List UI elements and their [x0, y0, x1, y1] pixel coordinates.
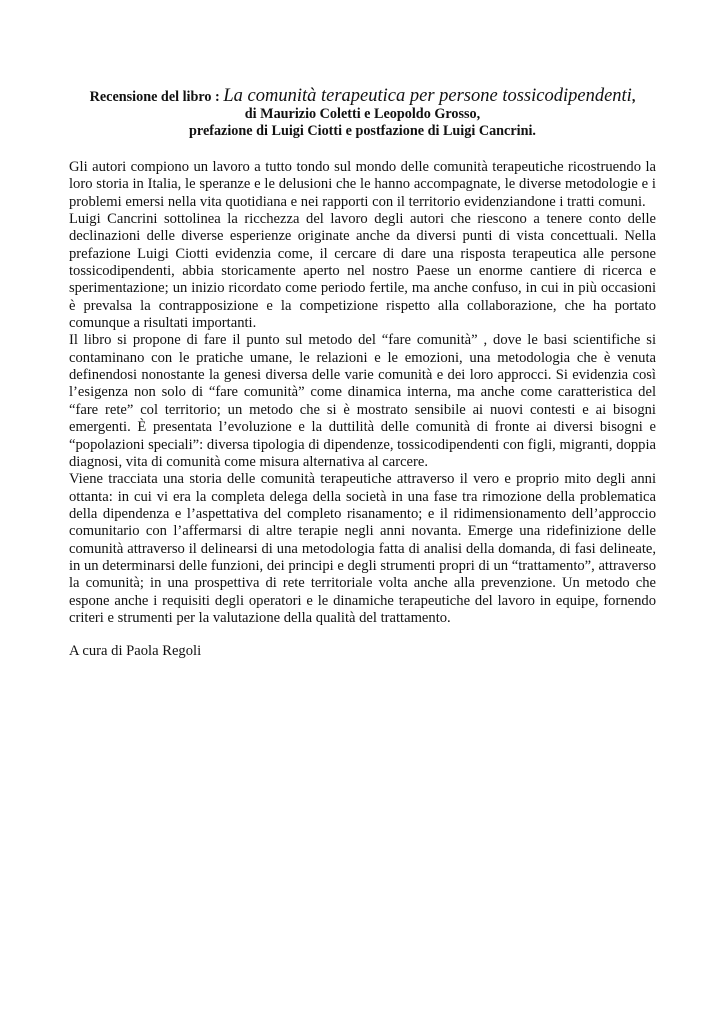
- paragraph-4: Viene tracciata una storia delle comunità terapeutiche attraverso il vero e proprio mito degli anni ottanta: in cui vi era la completa delega della società in una fase tra rimozione della problematica della dipendenza e l’aspettativa del completo risanamento; e il ridimensionamento dell’approccio comunitario con l’affermarsi di altre terapie negli anni novanta. Emerge una ridefinizione delle comunità attraverso il delinearsi di una metodologia fatta di analisi della domanda, di fasi delineate, in un determinarsi delle funzioni, dei principi e degli strumenti propri di un “trattamento”, attraverso la comunità; in una prospettiva di rete territoriale volta anche alla prevenzione. Un metodo che espone anche i requisiti degli operatori e le dinamiche terapeutiche del lavoro in equipe, fornendo criteri e strumenti per la valutazione della qualità del trattamento.: [69, 471, 656, 626]
- book-title: La comunità terapeutica per persone tossicodipendenti: [223, 86, 632, 106]
- review-body: [69, 159, 656, 627]
- authors-line: di Maurizio Coletti e Leopoldo Grosso,: [244, 106, 481, 122]
- title-suffix: ,: [631, 89, 636, 105]
- review-prefix: Recensione del libro :: [89, 89, 224, 105]
- paragraph-2: Luigi Cancrini sottolinea la ricchezza del lavoro degli autori che riescono a tenere conto delle declinazioni delle diverse esperienze originate anche da diversi punti di vista concettuali. Nella prefazione Luigi Ciotti evidenzia come, il cercare di dare una risposta terapeutica alle persone tossicodipendenti, abbia storicamente aperto nel nostro Paese un enorme cantiere di ricerca e sperimentazione; un inizio ricordato come periodo fertile, ma anche confuso, in cui in più occasioni è prevalsa la contrapposizione e la competizione rispetto alla collaborazione, che ha portato comunque a risultati importanti.: [69, 211, 656, 332]
- prefaces-line: prefazione di Luigi Ciotti e postfazione di Luigi Cancrini.: [189, 123, 536, 139]
- document-page: [69, 88, 656, 661]
- paragraph-3: Il libro si propone di fare il punto sul metodo del “fare comunità” , dove le basi scientifiche si contaminano con le pratiche umane, le relazioni e le emozioni, una metodologia che è venuta definendosi nonostante la genesi diversa delle varie comunità e dei loro approcci. Si evidenzia così l’esigenza non solo di “fare comunità” come dinamica interna, ma anche come caratteristica del “fare rete” col territorio; un metodo che si è mostrato sensibile ai nuovi contesti e ai bisogni emergenti. È presentata l’evoluzione e la duttilità delle comunità di fronte ai diversi bisogni e “popolazioni speciali”: diversa tipologia di dipendenze, tossicodipendenti con figli, migranti, doppia diagnosi, vita di comunità come misura alternativa al carcere.: [69, 332, 656, 470]
- paragraph-1: Gli autori compiono un lavoro a tutto tondo sul mondo delle comunità terapeutiche ricostruendo la loro storia in Italia, le speranze e le delusioni che le hanno accompagnate, le diverse metodologie e i problemi emersi nella vita quotidiana e nei rapporti con il territorio evidenziandone i tratti comuni.: [69, 159, 656, 210]
- title-line: [69, 88, 656, 106]
- review-header: [69, 88, 656, 140]
- signature: A cura di Paola Regoli: [69, 643, 202, 660]
